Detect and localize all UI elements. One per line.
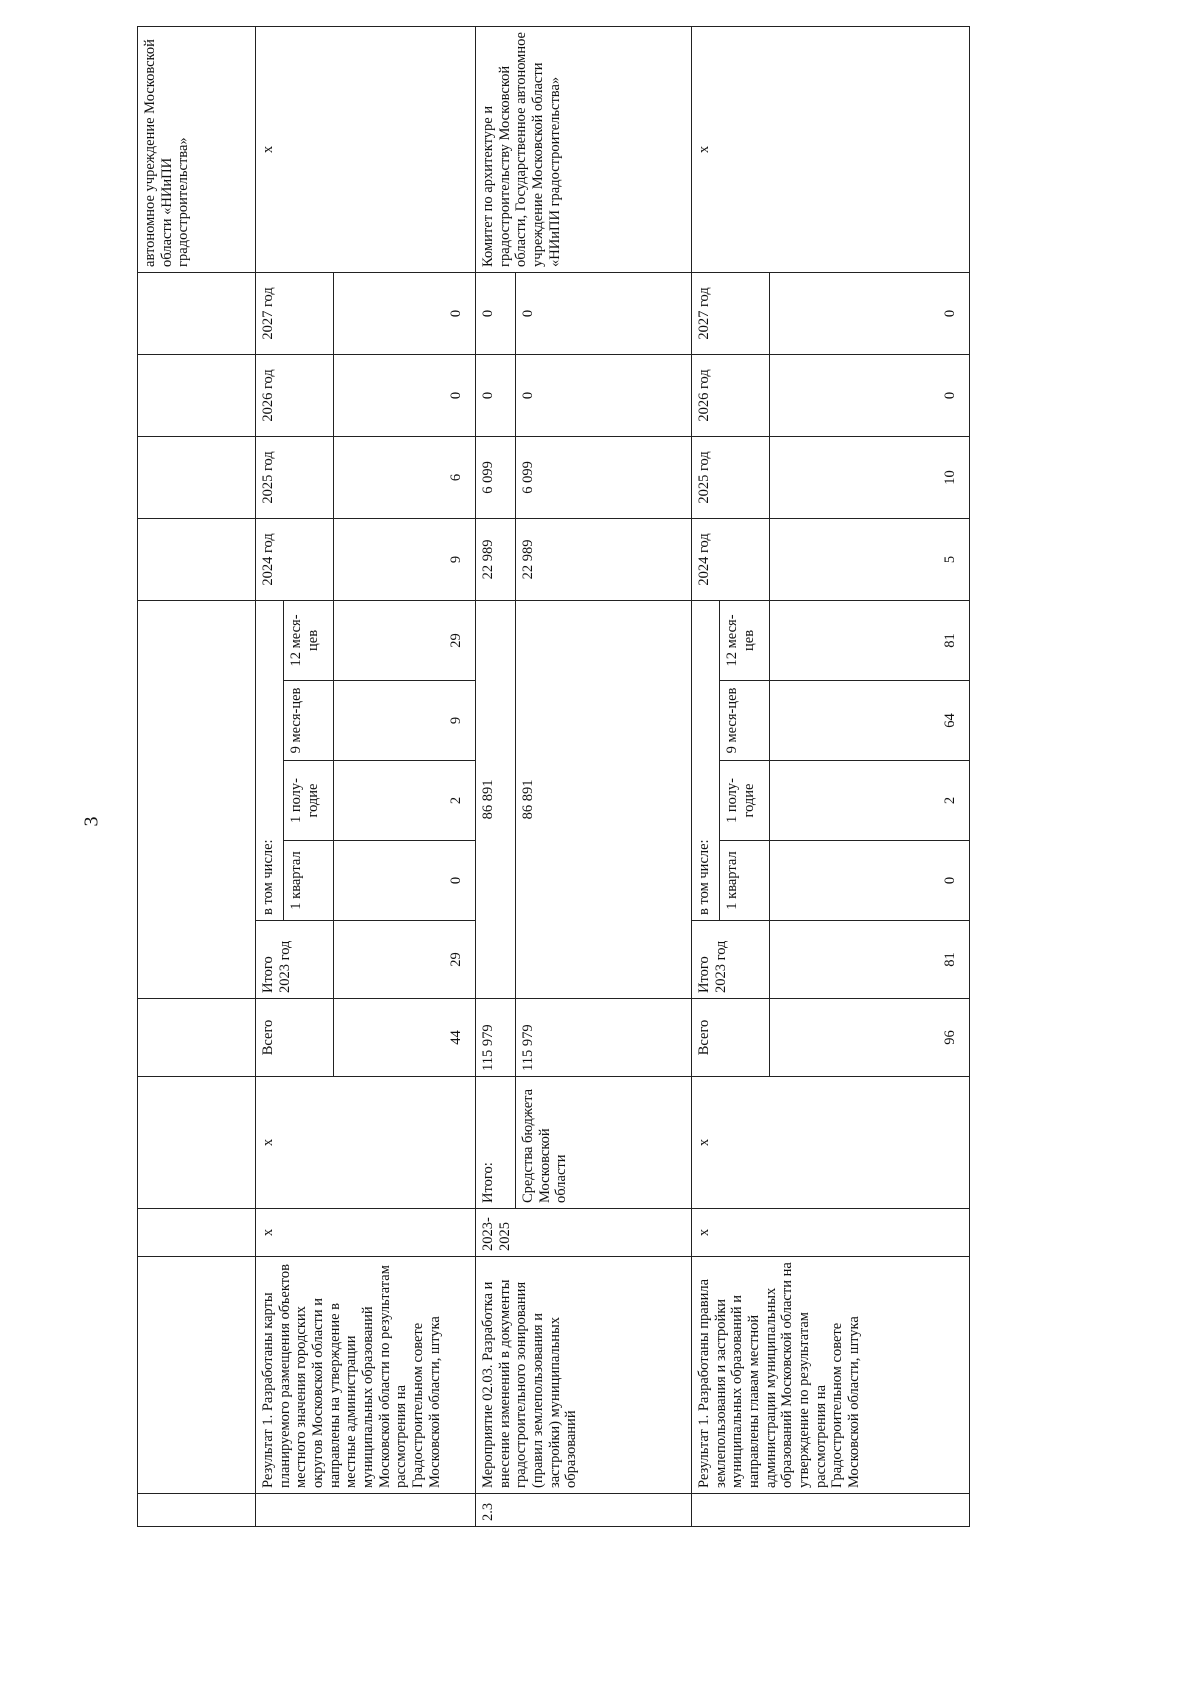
activity-source-budget: Средства бюджета Московской области xyxy=(516,1077,692,1209)
result-1-itogo: 29 xyxy=(334,921,476,999)
result-2-2024: 5 xyxy=(770,518,970,600)
result-1-m12-header: 12 меся-цев xyxy=(284,600,334,680)
result-2-name: Результат 1. Разработаны правила землепользования и застройки муниципальных образований и направлены главам местной администрации муниципальных образований Московской области на утверждение по результатам рассмотрения на Градостроительном совете Московской области, штука xyxy=(692,1257,970,1494)
result-2-m9-header: 9 меся-цев xyxy=(720,681,770,761)
activity-total-budget: 115 979 xyxy=(516,999,692,1077)
result-1-2024-header: 2024 год xyxy=(256,518,334,600)
result-2-header-row xyxy=(692,26,720,1526)
result-2-2024-header: 2024 год xyxy=(692,518,770,600)
result-1-q1: 0 xyxy=(334,841,476,921)
result-2-m12-header: 12 меся-цев xyxy=(720,600,770,680)
activity-name: Мероприятие 02.03. Разработка и внесение изменений в документы градостроительного зонирования (правил землепользования и застройки) муниципальных образований xyxy=(476,1257,692,1494)
result-1-2027: 0 xyxy=(334,272,476,354)
result-1-q1-header: 1 квартал xyxy=(284,841,334,921)
activity-2026-budget: 0 xyxy=(516,354,692,436)
result-2-total-header: Всего xyxy=(692,999,770,1077)
result-2-m9: 64 xyxy=(770,681,970,761)
result-2-2027: 0 xyxy=(770,272,970,354)
result-2-2026: 0 xyxy=(770,354,970,436)
activity-total-itogo: 115 979 xyxy=(476,999,516,1077)
responsible-org-continued: автономное учреждение Московской области «НИиПИ градостроительства» xyxy=(138,26,256,272)
result-2-h1: 2 xyxy=(770,761,970,841)
result-1-itogo-header: Итого 2023 год xyxy=(256,921,334,999)
result-2-h1-header: 1 полу-годие xyxy=(720,761,770,841)
activity-2023-budget: 86 891 xyxy=(516,600,692,998)
result-1-2024: 9 xyxy=(334,518,476,600)
result-2-m12: 81 xyxy=(770,600,970,680)
result-2-years: х xyxy=(692,1209,970,1257)
activity-2025-itogo: 6 099 xyxy=(476,436,516,518)
activity-2027-budget: 0 xyxy=(516,272,692,354)
result-1-2025-header: 2025 год xyxy=(256,436,334,518)
result-1-m9: 9 xyxy=(334,681,476,761)
result-1-2025: 6 xyxy=(334,436,476,518)
activity-2024-budget: 22 989 xyxy=(516,518,692,600)
result-1-vtom-header: в том числе: xyxy=(256,600,284,920)
activity-source-itogo: Итого: xyxy=(476,1077,516,1209)
result-1-total: 44 xyxy=(334,999,476,1077)
activity-years: 2023-2025 xyxy=(476,1209,692,1257)
continuation-row xyxy=(138,26,256,1526)
result-1-responsible: х xyxy=(256,26,476,272)
result-2-2025-header: 2025 год xyxy=(692,436,770,518)
activity-2026-itogo: 0 xyxy=(476,354,516,436)
activity-2024-itogo: 22 989 xyxy=(476,518,516,600)
result-2-q1: 0 xyxy=(770,841,970,921)
result-1-total-header: Всего xyxy=(256,999,334,1077)
result-1-h1-header: 1 полу-годие xyxy=(284,761,334,841)
program-table xyxy=(137,26,970,1527)
result-1-m12: 29 xyxy=(334,600,476,680)
result-1-years: х xyxy=(256,1209,476,1257)
result-1-m9-header: 9 меся-цев xyxy=(284,681,334,761)
result-2-itogo: 81 xyxy=(770,921,970,999)
result-2-q1-header: 1 квартал xyxy=(720,841,770,921)
activity-itogo-row xyxy=(476,26,516,1526)
rotated-table-wrapper xyxy=(137,32,1119,1527)
activity-2023-itogo: 86 891 xyxy=(476,600,516,998)
result-1-h1: 2 xyxy=(334,761,476,841)
result-2-responsible: х xyxy=(692,26,970,272)
result-2-itogo-header: Итого 2023 год xyxy=(692,921,770,999)
result-2-2027-header: 2027 год xyxy=(692,272,770,354)
activity-2027-itogo: 0 xyxy=(476,272,516,354)
activity-number: 2.3 xyxy=(476,1494,692,1527)
result-2-2025: 10 xyxy=(770,436,970,518)
result-2-2026-header: 2026 год xyxy=(692,354,770,436)
result-1-name: Результат 1. Разработаны карты планируемого размещения объектов местного значения городских округов Московской области и направлены на утверждение в местные администрации муниципальных образований Московской области по результатам рассмотрения на Градостроительном совете Московской области, штука xyxy=(256,1257,476,1494)
result-1-2026-header: 2026 год xyxy=(256,354,334,436)
result-1-header-row xyxy=(256,26,284,1526)
result-2-total: 96 xyxy=(770,999,970,1077)
result-1-source: х xyxy=(256,1077,476,1209)
activity-2025-budget: 6 099 xyxy=(516,436,692,518)
result-2-source: х xyxy=(692,1077,970,1209)
activity-responsible: Комитет по архитектуре и градостроительству Московской области, Государственное автономное учреждение Московской области «НИиПИ градостроительства» xyxy=(476,26,692,272)
result-2-vtom-header: в том числе: xyxy=(692,600,720,920)
result-1-2026: 0 xyxy=(334,354,476,436)
result-1-2027-header: 2027 год xyxy=(256,272,334,354)
page-number: 3 xyxy=(80,816,103,827)
